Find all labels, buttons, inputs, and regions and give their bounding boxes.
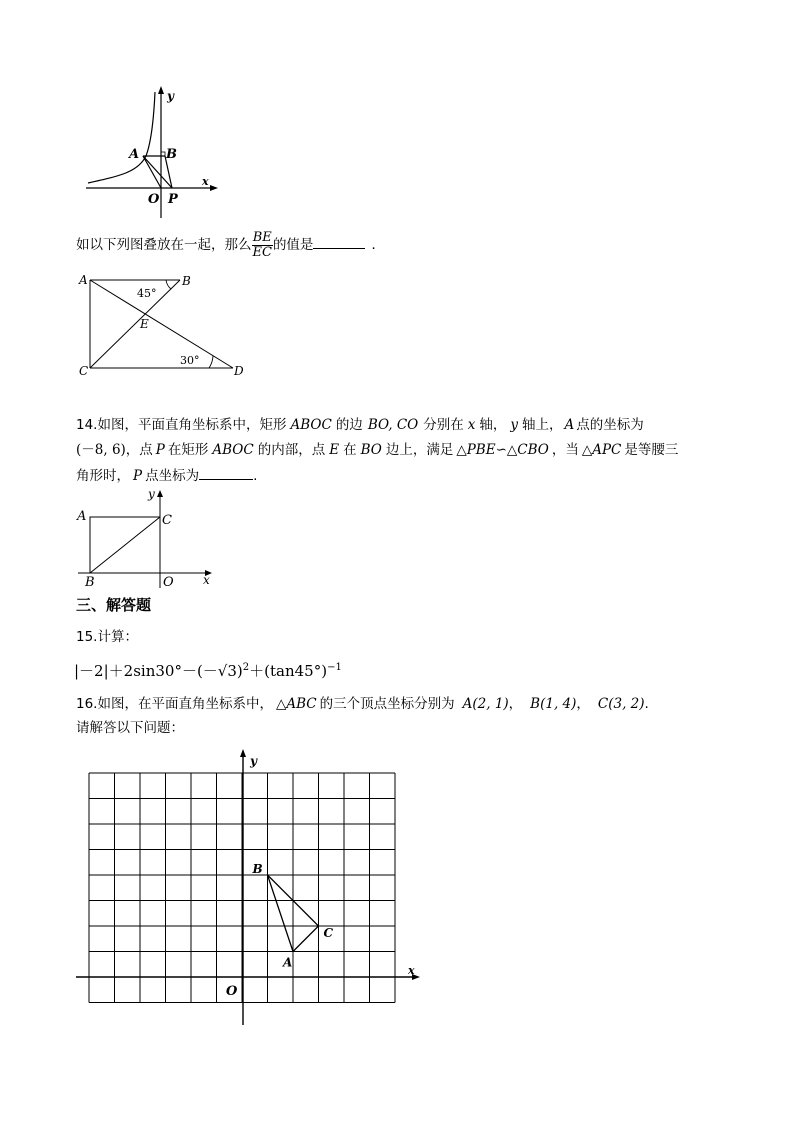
label-C: C (79, 364, 89, 378)
q16-end: . (644, 696, 649, 712)
q14-text: 点坐标为 (145, 468, 200, 484)
y-axis-arrow (240, 749, 246, 757)
q13-end: ． (371, 237, 385, 253)
q14-text: 的内部，点 (257, 442, 326, 458)
question-15-label: 15.计算： (76, 629, 138, 645)
question-14-line-2 (76, 440, 678, 460)
label-B: B (166, 147, 177, 162)
question-15-expression (74, 660, 342, 681)
q14-text: ，当 (551, 442, 579, 458)
q16-triangle: △ABC (275, 696, 317, 712)
q14-rect-name: ABOC (290, 417, 332, 433)
question-16-line-2: 请解答以下问题： (76, 720, 184, 736)
q14-bo: BO (360, 442, 382, 458)
q16-sep: ， (576, 696, 590, 712)
q16-text: 16.如图，在平面直角坐标系中， (76, 696, 273, 712)
sin-term: ＋2sin30°－ (108, 662, 197, 680)
q14-apc: △APC (581, 442, 622, 458)
label-E: E (140, 317, 149, 331)
question-14-line-3 (76, 465, 257, 486)
q14-e-var: E (329, 442, 340, 458)
label-y: y (250, 754, 257, 768)
q14-x-var: x (467, 417, 476, 433)
q14-text: ，点 (125, 442, 153, 458)
point-A-coord: A(2, 1) (462, 696, 509, 712)
label-A: A (129, 147, 140, 162)
q14-text: 轴上， (522, 417, 563, 433)
coordinate-grid (70, 745, 426, 1030)
label-O: O (148, 192, 160, 207)
q14-text: 分别在 (423, 417, 464, 433)
hyperbola-figure (80, 84, 220, 220)
q14-text: 轴， (479, 417, 507, 433)
label-P: P (168, 192, 178, 207)
label-B: B (252, 862, 263, 876)
answer-blank (199, 465, 253, 480)
answer-blank (313, 234, 365, 249)
q14-text: 在矩形 (167, 442, 209, 458)
exponent-2: 2 (242, 662, 250, 673)
triangles-figure (76, 272, 251, 382)
question-14-line-1 (76, 415, 644, 435)
q14-text: 的边 (335, 417, 363, 433)
label-y: y (148, 487, 155, 501)
q14-text: 点的坐标为 (576, 417, 644, 433)
q14-similarity: △PBE∽△CBO (456, 442, 549, 458)
label-D: D (234, 364, 244, 378)
tan-term: ＋(tan45°) (249, 662, 328, 680)
label-x: x (408, 964, 415, 977)
angle-45-label: 45° (137, 287, 157, 300)
point-B-coord: B(1, 4) (530, 696, 577, 712)
label-y: y (167, 89, 174, 103)
q14-p-var: P (133, 468, 143, 484)
q14-text: 在 (343, 442, 357, 458)
q14-end: . (253, 468, 258, 484)
q14-text: 边上，满足 (385, 442, 454, 458)
fraction-be-ec (252, 231, 273, 260)
label-A: A (77, 509, 87, 524)
label-x: x (203, 573, 210, 587)
q14-text: 角形时， (76, 468, 130, 484)
label-C: C (162, 513, 172, 528)
label-B: B (182, 274, 191, 288)
question-16-line-1 (76, 694, 649, 714)
label-A: A (79, 273, 88, 287)
abs-value-term: |－2| (74, 662, 109, 680)
q14-text: 是等腰三 (624, 442, 679, 458)
question-13 (76, 229, 385, 261)
q14-p-var: P (155, 442, 165, 458)
fraction-numerator: BE (252, 229, 272, 245)
label-A: A (283, 955, 293, 970)
q14-coordinate: (－8, 6) (76, 442, 126, 458)
label-C: C (323, 926, 334, 940)
q16-sep: ， (508, 696, 523, 712)
fraction-denominator: EC (252, 244, 272, 260)
q14-y-var: y (510, 417, 519, 433)
rectangle-figure (74, 486, 222, 590)
q14-text: 14.如图，平面直角坐标系中，矩形 (76, 417, 287, 433)
angle-30-label: 30° (180, 354, 200, 367)
label-B: B (85, 575, 95, 590)
label-O: O (163, 575, 174, 590)
q14-sides: BO, CO (367, 417, 419, 433)
exponent-minus-1: −1 (327, 662, 342, 673)
q14-a-var: A (564, 417, 575, 433)
grid-lines (89, 773, 395, 1003)
section-heading: 三、解答题 (76, 596, 152, 614)
q16-text: 的三个顶点坐标分别为 (319, 696, 455, 712)
label-O: O (226, 984, 238, 999)
q14-rect-name: ABOC (212, 442, 254, 458)
q13-middle: 的值是 (272, 237, 314, 253)
point-C-coord: C(3, 2) (597, 696, 645, 712)
label-x: x (202, 175, 209, 188)
sqrt-term: (－√3) (196, 662, 243, 680)
q13-prefix: 如以下列图叠放在一起，那么 (76, 237, 252, 253)
